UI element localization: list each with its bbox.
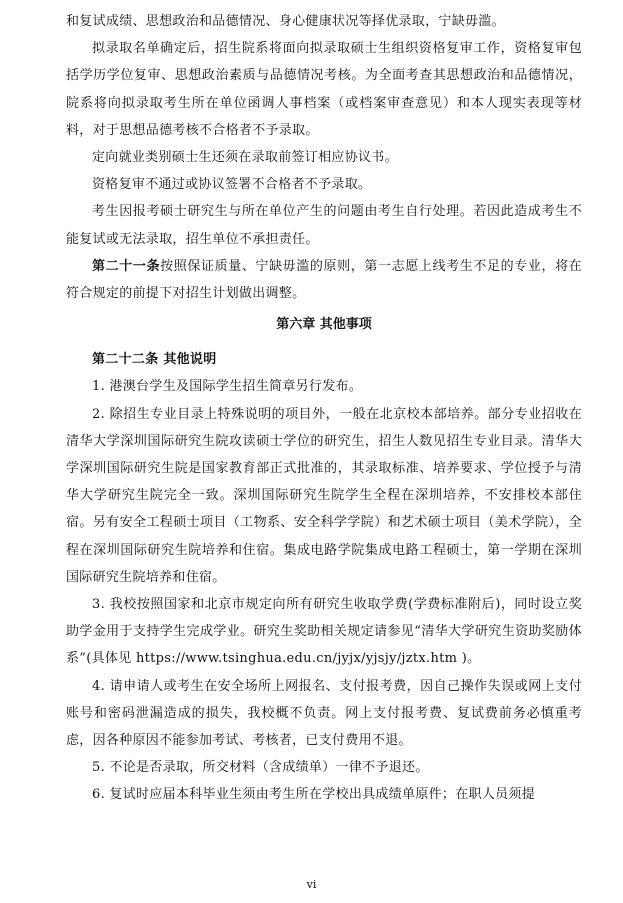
paragraph-employer-issue: 考生因报考硕士研究生与所在单位产生的问题由考生自行处理。若因此造成考生不能复试或无法录取，招生单位不承担责任。 [66,204,582,247]
paragraph-review: 拟录取名单确定后，招生院系将面向拟录取硕士生组织资格复审工作，资格复审包括学历学位复审、思想政治素质与品德情况考核。为全面考查其思想政治和品德情况，院系将向拟录取考生所在单位函调人事档案（或档案审查意见）和本人现实表现等材料，对于思想品德考核不合格者不予录取。 [66,41,582,138]
list-item: 6. 复试时应届本科毕业生须由考生所在学校出具成绩单原件；在职人员须提 [92,787,536,803]
paragraph-agreement: 定向就业类别硕士生还须在录取前签订相应协议书。 [92,150,398,166]
chapter-heading: 第六章 其他事项 [276,317,372,333]
paragraph-review-fail: 资格复审不通过或协议签署不合格者不予录取。 [92,177,372,193]
list-item: 5. 不论是否录取，所交材料（含成绩单）一律不予退还。 [92,760,429,776]
page-number: vi [306,878,317,891]
list-item: 4. 请申请人或考生在安全场所上网报名、支付报考费，因自己操作失误或网上支付账号和密码泄漏造成的损失，我校概不负责。网上支付报考费、复试费前务必慎重考虑，因各种原因不能参加考试、考核者，已支付费用不退。 [66,678,582,749]
article-21-label: 第二十一条 [92,258,161,274]
page-body [66,8,582,809]
article-21-text: 按照保证质量、宁缺毋滥的原则，第一志愿上线考生不足的专业，将在符合规定的前提下对招生计划做出调整。 [66,258,582,302]
article-21 [66,253,582,307]
paragraph-continued: 和复试成绩、思想政治和品德情况、身心健康状况等择优录取，宁缺毋滥。 [66,14,505,29]
list-item: 1. 港澳台学生及国际学生招生简章另行发布。 [92,379,363,395]
list-item: 2. 除招生专业目录上特殊说明的项目外，一般在北京校本部培养。部分专业招收在清华大学深圳国际研究生院攻读硕士学位的研究生，招生人数见招生专业目录。清华大学深圳国际研究生院是国家教育部正式批准的，其录取标准、培养要求、学位授予与清华大学研究生院完全一致。深圳国际研究生院学生全程在深圳培养，不安排校本部住宿。另有安全工程硕士项目（工物系、安全科学学院）和艺术硕士项目（美术学院），全程在深圳国际研究生院培养和住宿。集成电路学院集成电路工程硕士，第一学期在深圳国际研究生院培养和住宿。 [66,406,582,585]
article-22-heading: 第二十二条 其他说明 [92,352,217,368]
list-item: 3. 我校按照国家和北京市规定向所有研究生收取学费(学费标准附后)，同时设立奖助学金用于支持学生完成学业。研究生奖助相关规定请参见“清华大学研究生资助奖励体系”(具体见 https://www.tsinghua.edu.cn/jyjx/yjsjy/jztx.htm )。 [66,597,582,667]
